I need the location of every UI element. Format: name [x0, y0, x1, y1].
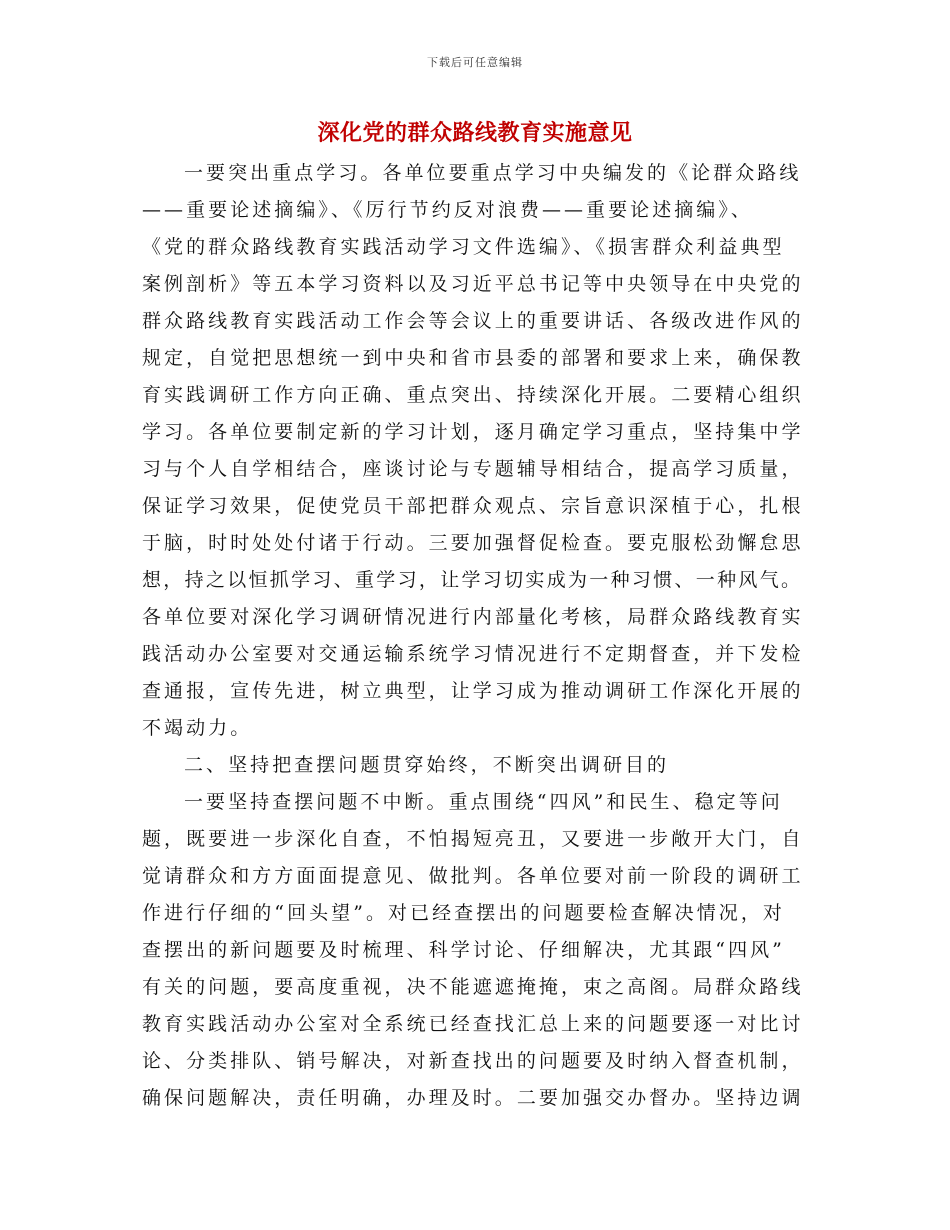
body-line: 规定，自觉把思想统一到中央和省市县委的部署和要求上来，确保教	[142, 347, 804, 369]
body-line: 习与个人自学相结合，座谈讨论与专题辅导相结合，提高学习质量，	[142, 458, 804, 480]
body-line: 一要坚持查摆问题不中断。重点围绕“四风”和民生、稳定等问	[184, 791, 783, 813]
header-note: 下载后可任意编辑	[427, 56, 523, 69]
body-line: 作进行仔细的“回头望”。对已经查摆出的问题要检查解决情况，对	[142, 902, 785, 924]
body-line: 践活动办公室要对交通运输系统学习情况进行不定期督查，并下发检	[142, 643, 804, 665]
document-title: 深化党的群众路线教育实施意见	[317, 120, 633, 146]
body-line: 查通报，宣传先进，树立典型，让学习成为推动调研工作深化开展的	[142, 680, 804, 702]
body-line: 二、坚持把查摆问题贯穿始终，不断突出调研目的	[184, 754, 670, 776]
body-line: 《党的群众路线教育实践活动学习文件选编》、《损害群众利益典型	[142, 236, 785, 258]
body-line: 觉请群众和方方面面提意见、做批判。各单位要对前一阶段的调研工	[142, 865, 804, 887]
body-line: 群众路线教育实践活动工作会等会议上的重要讲话、各级改进作风的	[142, 310, 804, 332]
document-body	[142, 155, 807, 1117]
body-line: 查摆出的新问题要及时梳理、科学讨论、仔细解决，尤其跟“四风”	[142, 939, 785, 961]
body-line: 教育实践活动办公室对全系统已经查找汇总上来的问题要逐一对比讨	[142, 1013, 804, 1035]
body-line: 学习。各单位要制定新的学习计划，逐月确定学习重点，坚持集中学	[142, 421, 804, 443]
body-line: 于脑，时时处处付诸于行动。三要加强督促检查。要克服松劲懈怠思	[142, 532, 804, 554]
body-line: ——重要论述摘编》、《厉行节约反对浪费——重要论述摘编》、	[142, 199, 753, 221]
body-line: 育实践调研工作方向正确、重点突出、持续深化开展。二要精心组织	[142, 384, 804, 406]
body-line: 案例剖析》等五本学习资料以及习近平总书记等中央领导在中央党的	[142, 273, 804, 295]
body-line: 题，既要进一步深化自查，不怕揭短亮丑，又要进一步敞开大门，自	[142, 828, 804, 850]
body-line: 想，持之以恒抓学习、重学习，让学习切实成为一种习惯、一种风气。	[142, 569, 803, 591]
body-line: 有关的问题，要高度重视，决不能遮遮掩掩，束之高阁。局群众路线	[142, 976, 804, 998]
body-line: 确保问题解决，责任明确，办理及时。二要加强交办督办。坚持边调	[142, 1087, 804, 1109]
body-line: 论、分类排队、销号解决，对新查找出的问题要及时纳入督查机制，	[142, 1050, 804, 1072]
body-line: 一要突出重点学习。各单位要重点学习中央编发的《论群众路线	[184, 162, 802, 184]
body-line: 各单位要对深化学习调研情况进行内部量化考核，局群众路线教育实	[142, 606, 804, 628]
body-line: 不竭动力。	[142, 717, 253, 739]
body-line: 保证学习效果，促使党员干部把群众观点、宗旨意识深植于心，扎根	[142, 495, 804, 517]
